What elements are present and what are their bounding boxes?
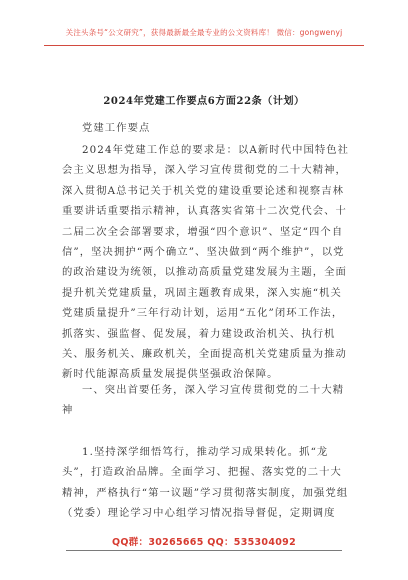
- footer-divider: [66, 550, 342, 551]
- section-label: 党建工作要点: [82, 122, 151, 134]
- header-note: 关注头条号“公文研究”，获得最新最全最专业的公文资料库！ 微信：gongwenyj: [65, 28, 343, 37]
- paragraph-section-heading: 一、突出首要任务，深入学习宣传贯彻党的二十大精神: [62, 384, 345, 417]
- paragraph-general-requirements: 2024年党建工作总的要求是：以A新时代中国特色社会主义思想为指导，深入学习宣传贯彻党的二十大精神，深入贯彻A总书记关于机关党的建设重要论述和视察吉林重要讲话重要指示精神，认真落实省第十二次党代会、十二届二次全会部署要求，增强“四个意识”、坚定“四个自信”，坚决拥护“两个确立”、坚决做到“两个维护”，以党的政治建设为统领，以推动高质量党建发展为主题，全面提升机关党建质量，巩固主题教育成果，深入实施“机关党建质量提升”三年行动计划，运用“五化”闭环工作法，抓落实、强监督、促发展，着力建设政治机关、执行机关、服务机关、廉政机关，全面提高机关党建质量为推动新时代能源高质量发展提供坚强政治保障。: [62, 144, 350, 381]
- paragraph-item-1: 1.坚持深学细悟笃行，推动学习成果转化。抓“龙头”，打造政治品牌。全面学习、把握、落实党的二十大精神，严格执行“第一议题”学习贯彻落实制度，加强党组（党委）理论学习中心组学习情况指导督促，定期调度: [62, 446, 349, 520]
- footer-note: QQ群：30265665 QQ：535304092: [112, 537, 296, 548]
- document-title: 2024年党建工作要点6方面22条（计划）: [103, 96, 305, 107]
- header-divider: [44, 45, 364, 46]
